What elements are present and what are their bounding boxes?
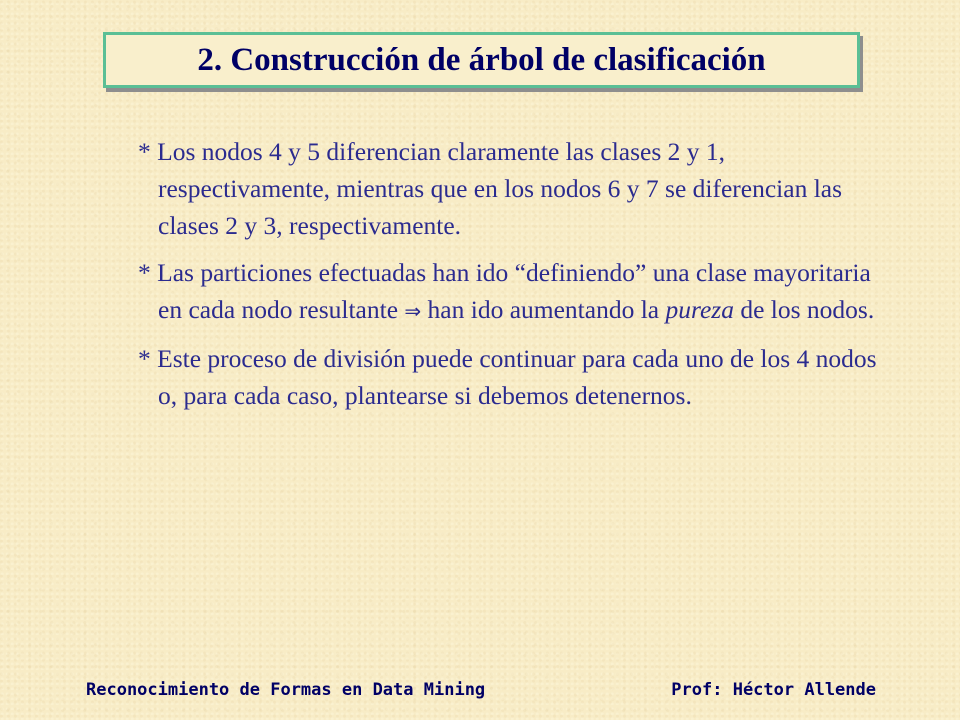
footer-course: Reconocimiento de Formas en Data Mining (86, 680, 486, 700)
emphasis-text: pureza (665, 295, 734, 324)
slide-body (138, 133, 898, 424)
bullet-text: de los nodos. (733, 295, 875, 324)
bullet-item: * Los nodos 4 y 5 diferencian claramente las clases 2 y 1, respectivamente, mientras que en los nodos 6 y 7 se diferencian las clases 2 y 3, respectivamente. (138, 137, 843, 240)
bullet-text: han ido aumentando la (421, 295, 666, 324)
title-box (103, 32, 860, 88)
bullet-text: * Las particiones efectuadas han ido “definiendo” una clase mayoritaria en cada nodo resultante (138, 258, 871, 324)
slide-title: 2. Construcción de árbol de clasificación (197, 41, 766, 78)
implies-arrow-icon: ⇒ (404, 299, 422, 323)
bullet-item: * Este proceso de división puede continuar para cada uno de los 4 nodos o, para cada caso, plantearse si debemos detenernos. (138, 344, 877, 410)
footer-professor: Prof: Héctor Allende (671, 680, 876, 700)
bullet-item (138, 254, 898, 330)
